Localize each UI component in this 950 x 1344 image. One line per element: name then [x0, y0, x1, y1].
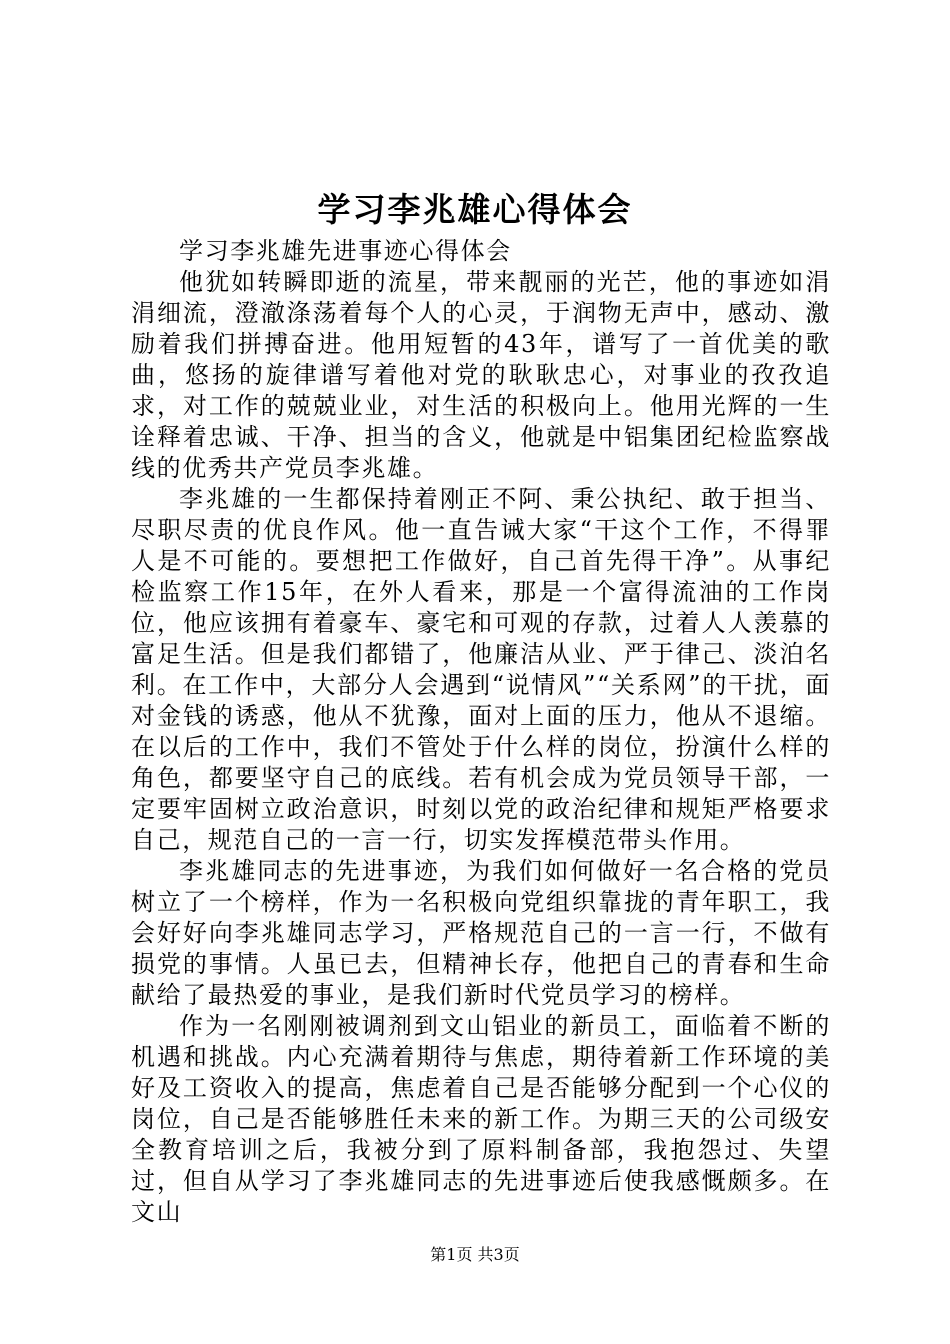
body-paragraph: 李兆雄的一生都保持着刚正不阿、秉公执纪、敢于担当、尽职尽责的优良作风。他一直告诫大家“干这个工作，不得罪人是不可能的。要想把工作做好，自己首先得干净”。从事纪检监察工作15年，在外人看来，那是一个富得流油的工作岗位，他应该拥有着豪车、豪宅和可观的存款，过着人人羡慕的富足生活。但是我们都错了，他廉洁从业、严于律己、淡泊名利。在工作中，大部分人会遇到“说情风”“关系网”的干扰，面对金钱的诱惑，他从不犹豫，面对上面的压力，他从不退缩。在以后的工作中，我们不管处于什么样的岗位，扮演什么样的角色，都要坚守自己的底线。若有机会成为党员领导干部，一定要牢固树立政治意识，时刻以党的政治纪律和规矩严格要求自己，规范自己的一言一行，切实发挥模范带头作用。	[131, 485, 831, 854]
body-paragraph: 李兆雄同志的先进事迹，为我们如何做好一名合格的党员树立了一个榜样，作为一名积极向党组织靠拢的青年职工，我会好好向李兆雄同志学习，严格规范自己的一言一行，不做有损党的事情。人虽已去，但精神长存，他把自己的青春和生命献给了最热爱的事业，是我们新时代党员学习的榜样。	[131, 857, 831, 1009]
body-paragraph: 他犹如转瞬即逝的流星，带来靓丽的光芒，他的事迹如涓涓细流，澄澈涤荡着每个人的心灵，于润物无声中，感动、激励着我们拼搏奋进。他用短暂的43年，谱写了一首优美的歌曲，悠扬的旋律谱写着他对党的耿耿忠心，对事业的孜孜追求，对工作的兢兢业业，对生活的积极向上。他用光辉的一生诠释着忠诚、干净、担当的含义，他就是中铝集团纪检监察战线的优秀共产党员李兆雄。	[131, 268, 831, 482]
subtitle-paragraph: 学习李兆雄先进事迹心得体会	[179, 237, 512, 265]
body-paragraph: 作为一名刚刚被调剂到文山铝业的新员工，面临着不断的机遇和挑战。内心充满着期待与焦虑，期待着新工作环境的美好及工资收入的提高，焦虑着自己是否能够分配到一个心仪的岗位，自己是否能够胜任未来的新工作。为期三天的公司级安全教育培训之后，我被分到了原料制备部，我抱怨过、失望过，但自从学习了李兆雄同志的先进事迹后使我感慨颇多。在文山	[131, 1012, 831, 1226]
document-title: 学习李兆雄心得体会	[317, 190, 633, 229]
document-body	[131, 236, 831, 1228]
page-number-footer: 第1页 共3页	[430, 1245, 520, 1264]
